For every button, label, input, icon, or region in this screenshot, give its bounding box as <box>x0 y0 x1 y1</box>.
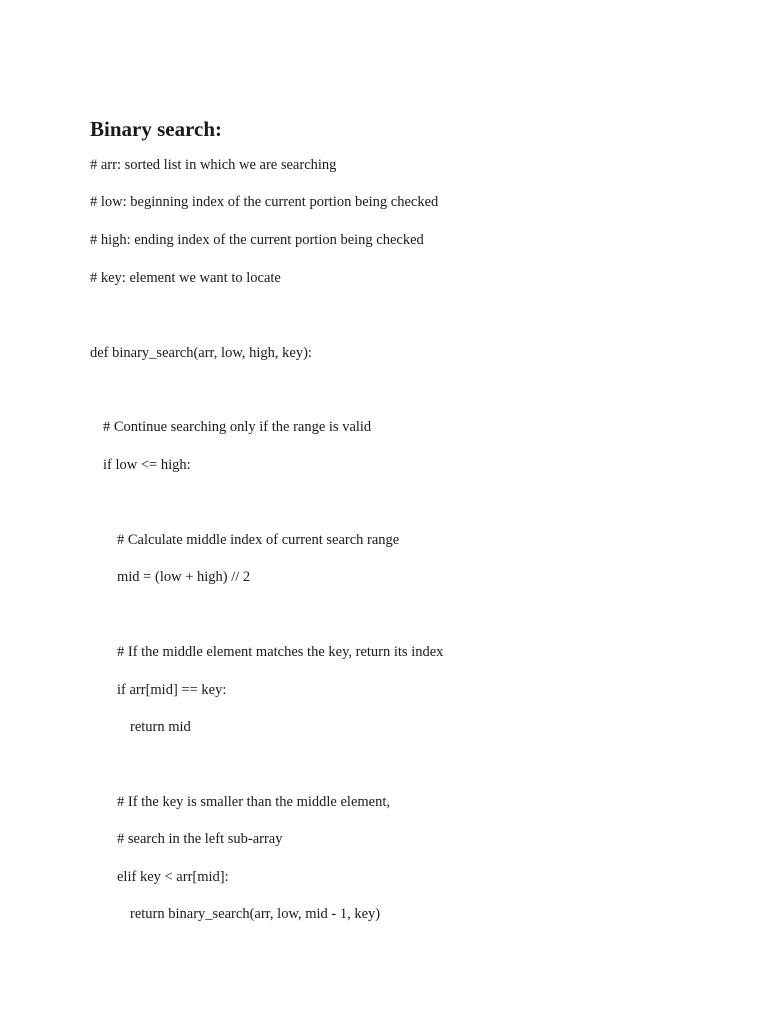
document-title: Binary search: <box>90 117 223 141</box>
code-comment-high: # high: ending index of the current portion being checked <box>90 232 424 248</box>
code-comment-arr: # arr: sorted list in which we are searching <box>90 157 337 173</box>
code-def-line: def binary_search(arr, low, high, key): <box>90 345 312 361</box>
code-mid-assign: mid = (low + high) // 2 <box>117 569 251 585</box>
code-elif-smaller: elif key < arr[mid]: <box>117 869 229 885</box>
code-if-match: if arr[mid] == key: <box>117 682 227 698</box>
code-comment-smaller: # If the key is smaller than the middle element, <box>117 794 391 810</box>
code-comment-low: # low: beginning index of the current portion being checked <box>90 194 439 210</box>
code-comment-key: # key: element we want to locate <box>90 270 281 286</box>
code-comment-match: # If the middle element matches the key, return its index <box>117 644 444 660</box>
code-if-low-high: if low <= high: <box>103 457 191 473</box>
code-comment-range-check: # Continue searching only if the range is valid <box>103 419 372 435</box>
code-return-mid: return mid <box>130 719 191 735</box>
code-comment-calc-mid: # Calculate middle index of current search range <box>117 532 400 548</box>
code-comment-left-subarray: # search in the left sub-array <box>117 831 283 847</box>
code-return-left-search: return binary_search(arr, low, mid - 1, key) <box>130 906 381 922</box>
